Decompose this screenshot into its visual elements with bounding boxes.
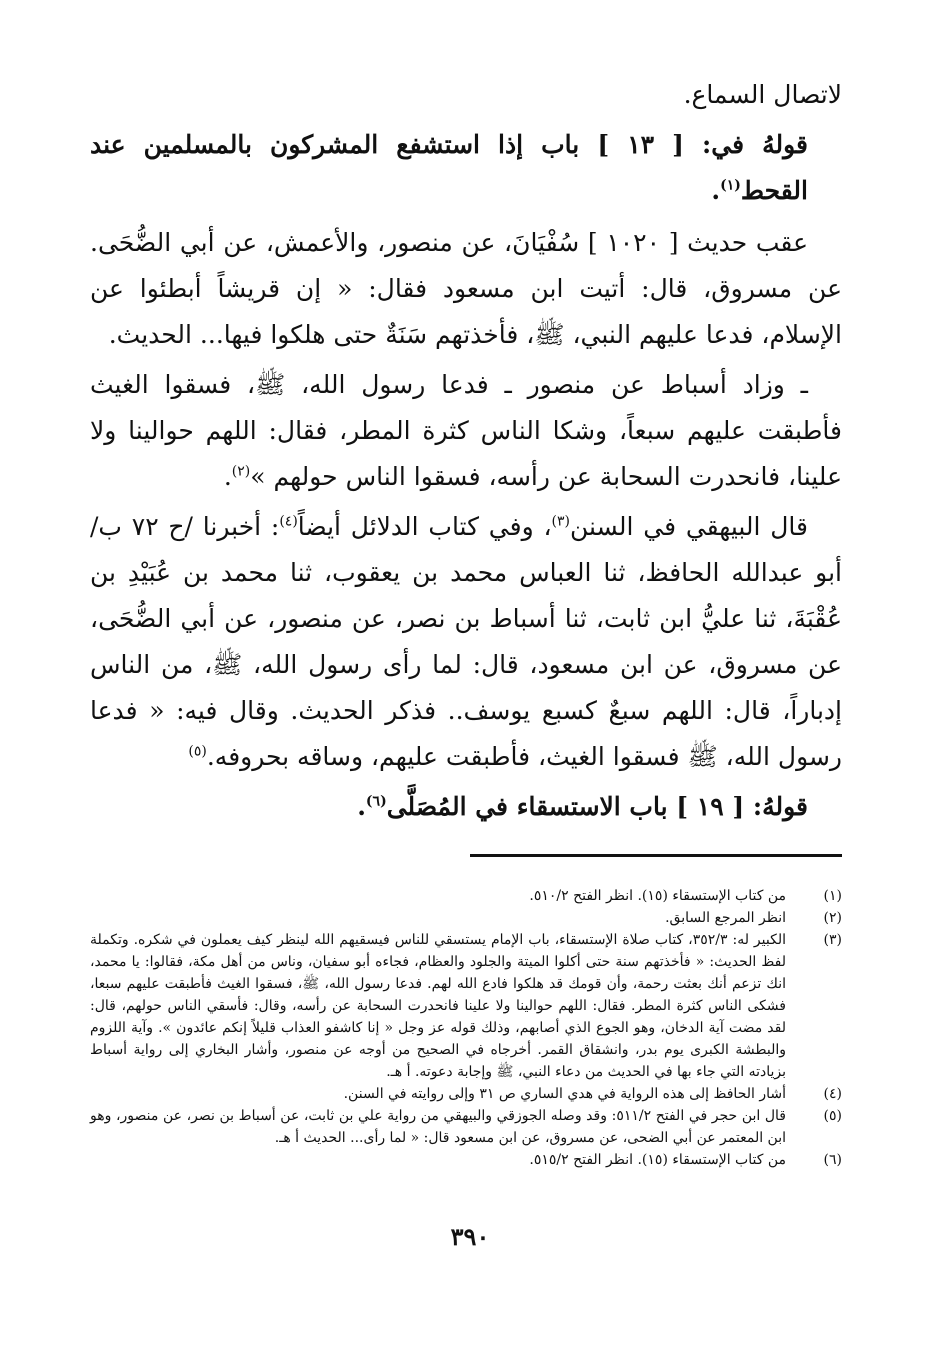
footnote-text: من كتاب الإستسقاء (١٥). انظر الفتح ٥١٥/٢. xyxy=(529,1152,786,1168)
footnote-text: أشار الحافظ إلى هذه الرواية في هدي الساري ص ٣١ وإلى روايته في السنن. xyxy=(343,1086,786,1102)
footnote-number: (٣) xyxy=(823,932,842,948)
footnote-text: قال ابن حجر في الفتح ٥١١/٢: وقد وصله الجوزقي والبيهقي من رواية علي بن ثابت، عن أسباط بن نصر، عن منصور، وهو ابن المعتمر عن أبي الضحى، عن مسروق، عن ابن مسعود قال: « لما رأى... الحديث أ هـ. xyxy=(90,1108,786,1146)
punctuation: . xyxy=(711,176,721,205)
footnote-item xyxy=(90,885,842,907)
text: ـ وزاد أسباط عن منصور ـ فدعا رسول الله، ﷺ، فسقوا الغيث فأطبقت عليهم سبعاً، وشكا الناس كثرة المطر، فقال: اللهم حوالينا ولا علينا، فانحدرت السحابة عن رأسه، فسقوا الناس حولهم » xyxy=(90,370,842,491)
footnote-item xyxy=(90,1105,842,1149)
footnote-item xyxy=(90,1083,842,1105)
footnote-text: الكبير له: ٣٥٢/٣، كتاب صلاة الإستسقاء، باب الإمام يستسقي للناس فيسقيهم الله لينظر كيف يعملون في شكره. وتكملة لفظ الحديث: « فأخذتهم سنة حتى أكلوا الميتة والجلود والعظام، فجاءه أبو سفيان، وناس من أهل مكة، فقالوا: يا محمد، انك تزعم أنك بعثت رحمة، وأن قومك قد هلكوا فادع الله لهم. فدعا رسول الله، ﷺ، فسقوا الغيث فأطبقت عليهم سبعا، فشكى الناس كثرة المطر. فقال: اللهم حوالينا ولا علينا فانحدرت السحابة عن رأسه، وقال: فأسقي الناس حولهم، قال: لقد مضت آية الدخان، وهو الجوع الذي أصابهم، وذلك قوله عز وجل « إنا كاشفو العذاب قليلاً إنكم عائدون ». وآية اللزوم والبطشة الكبرى يوم بدر، وانشقاق القمر. أخرجاه في الصحيح من أوجه عن منصور، وأشار البخاري إلى رواية أسباط بزيادته التي جاء بها في الحديث من دعاء النبي، ﷺ وإجابة دعوته. أ هـ. xyxy=(90,932,786,1080)
text: : أخبرنا /ح ٧٢ ب/ أبو عبدالله الحافظ، ثنا العباس محمد بن يعقوب، ثنا محمد بن عُبَيْدِ بن عُقْبَةَ، ثنا عليُّ ابن ثابت، ثنا أسباط بن نصر، عن منصور، عن أبي الضُّحَى، عن مسروق، عن ابن مسعود، قال: لما رأى رسول الله، ﷺ، من الناس إدباراً، قال: اللهم سبعٌ كسبع يوسف.. فذكر الحديث. وقال فيه: « فدعا رسول الله، ﷺ فسقوا الغيث، فأطبقت عليهم، وساقه بحروفه. xyxy=(90,512,842,771)
footnote-ref: (١) xyxy=(720,177,741,194)
text: عقب حديث [ ١٠٢٠ ] سُفْيَانَ، عن منصور، والأعمش، عن أبي الضُّحَى. عن مسروق، قال: أتيت ابن مسعود فقال: « إن قريشاً أبطئوا عن الإسلام، فدعا عليهم النبي، ﷺ، فأخذتهم سَنَةٌ حتى هلكوا فيها... الحديث. xyxy=(90,228,842,349)
footnote-ref: (٦) xyxy=(365,793,387,810)
heading-bab-13 xyxy=(90,122,842,214)
footnotes xyxy=(90,885,842,1171)
footnote-ref: (٢) xyxy=(231,463,251,480)
footnote-number: (٢) xyxy=(823,910,842,926)
punctuation: . xyxy=(357,792,366,821)
footnote-ref: (٤) xyxy=(279,513,298,530)
text: لاتصال السماع. xyxy=(683,80,842,109)
heading-text: قولهُ: [ ١٩ ] باب الاستسقاء في المُصَلَّى xyxy=(386,792,808,821)
page-number: ٣٩٠ xyxy=(450,1222,490,1251)
footnote-number: (٥) xyxy=(823,1108,842,1124)
footnote-item xyxy=(90,907,842,929)
paragraph-bayhaqi xyxy=(90,504,842,780)
main-text xyxy=(90,72,842,830)
paragraph-asbat xyxy=(90,362,842,500)
footnote-item xyxy=(90,1149,842,1171)
footnote-ref: (٥) xyxy=(188,743,207,760)
footnote-item xyxy=(90,929,842,1083)
footnote-number: (٦) xyxy=(823,1152,842,1168)
footnote-ref: (٣) xyxy=(551,513,570,530)
punctuation: . xyxy=(223,462,232,491)
footnote-text: انظر المرجع السابق. xyxy=(665,910,786,926)
heading-bab-19 xyxy=(90,784,842,830)
footnote-text: من كتاب الإستسقاء (١٥). انظر الفتح ٥١٠/٢. xyxy=(529,888,786,904)
page xyxy=(90,72,842,1171)
heading-text: قولهُ في: [ ١٣ ] باب إذا استشفع المشركون بالمسلمين عند القحط xyxy=(90,130,808,205)
text: ، وفي كتاب الدلائل أيضاً xyxy=(297,512,552,541)
text: قال البيهقي في السنن xyxy=(570,512,809,541)
footnote-number: (٤) xyxy=(823,1086,842,1102)
footnote-number: (١) xyxy=(823,888,842,904)
paragraph-hadith-1020 xyxy=(90,220,842,358)
footnote-separator xyxy=(470,854,842,857)
paragraph-continuation xyxy=(90,72,842,118)
